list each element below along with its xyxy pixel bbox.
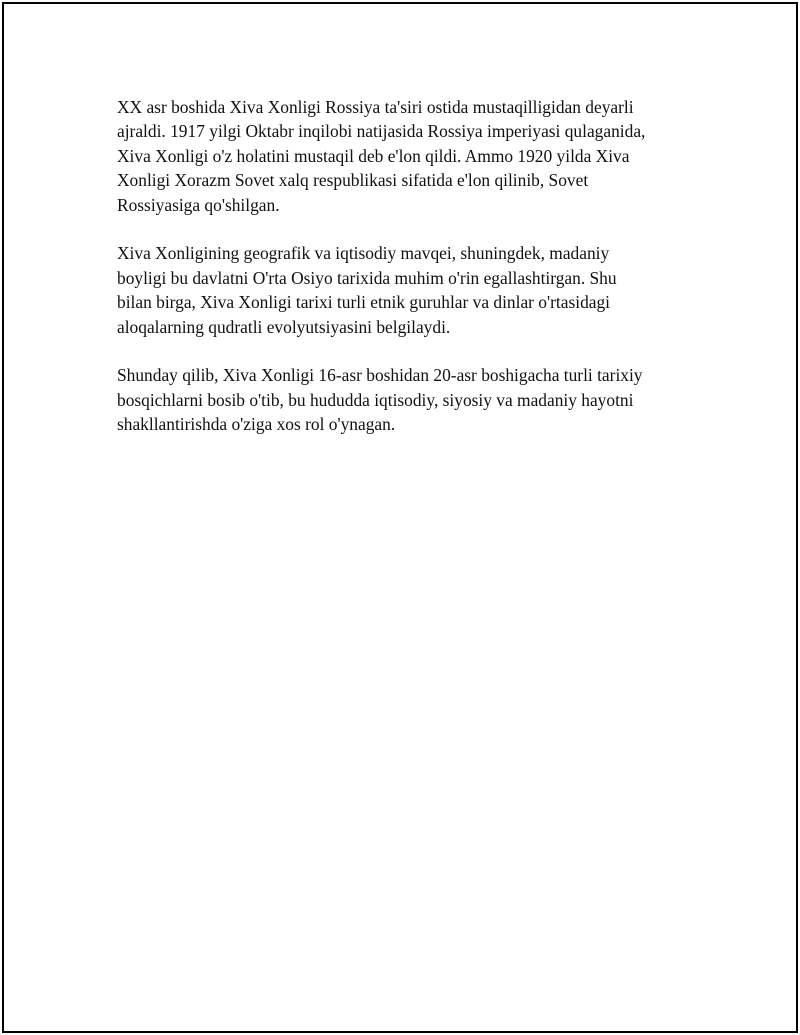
text-line: Xiva Xonligi o'z holatini mustaqil deb e'lon qildi. Ammo 1920 yilda Xiva — [117, 145, 630, 166]
text-line: bilan birga, Xiva Xonligi tarixi turli etnik guruhlar va dinlar o'rtasidagi — [117, 292, 611, 313]
text-line: Rossiyasiga qo'shilgan. — [117, 194, 280, 215]
paragraph-1 — [117, 95, 697, 217]
text-line: Xiva Xonligining geografik va iqtisodiy mavqei, shuningdek, madaniy — [117, 243, 610, 264]
document-body — [117, 95, 697, 461]
text-line: ajraldi. 1917 yilgi Oktabr inqilobi natijasida Rossiya imperiyasi qulaganida, — [117, 121, 646, 142]
paragraph-3 — [117, 363, 697, 436]
text-line: shakllantirishda o'ziga xos rol o'ynagan. — [117, 414, 396, 435]
text-line: aloqalarning qudratli evolyutsiyasini belgilaydi. — [117, 316, 451, 337]
text-line: boyligi bu davlatni O'rta Osiyo tarixida muhim o'rin egallashtirgan. Shu — [117, 267, 617, 288]
text-line: XX asr boshida Xiva Xonligi Rossiya ta'siri ostida mustaqilligidan deyarli — [117, 97, 634, 117]
text-line: Xonligi Xorazm Sovet xalq respublikasi sifatida e'lon qilinib, Sovet — [117, 170, 589, 191]
text-line: bosqichlarni bosib o'tib, bu hududda iqtisodiy, siyosiy va madaniy hayotni — [117, 389, 634, 410]
paragraph-2 — [117, 241, 697, 339]
text-line: Shunday qilib, Xiva Xonligi 16-asr boshidan 20-asr boshigacha turli tarixiy — [117, 365, 643, 386]
